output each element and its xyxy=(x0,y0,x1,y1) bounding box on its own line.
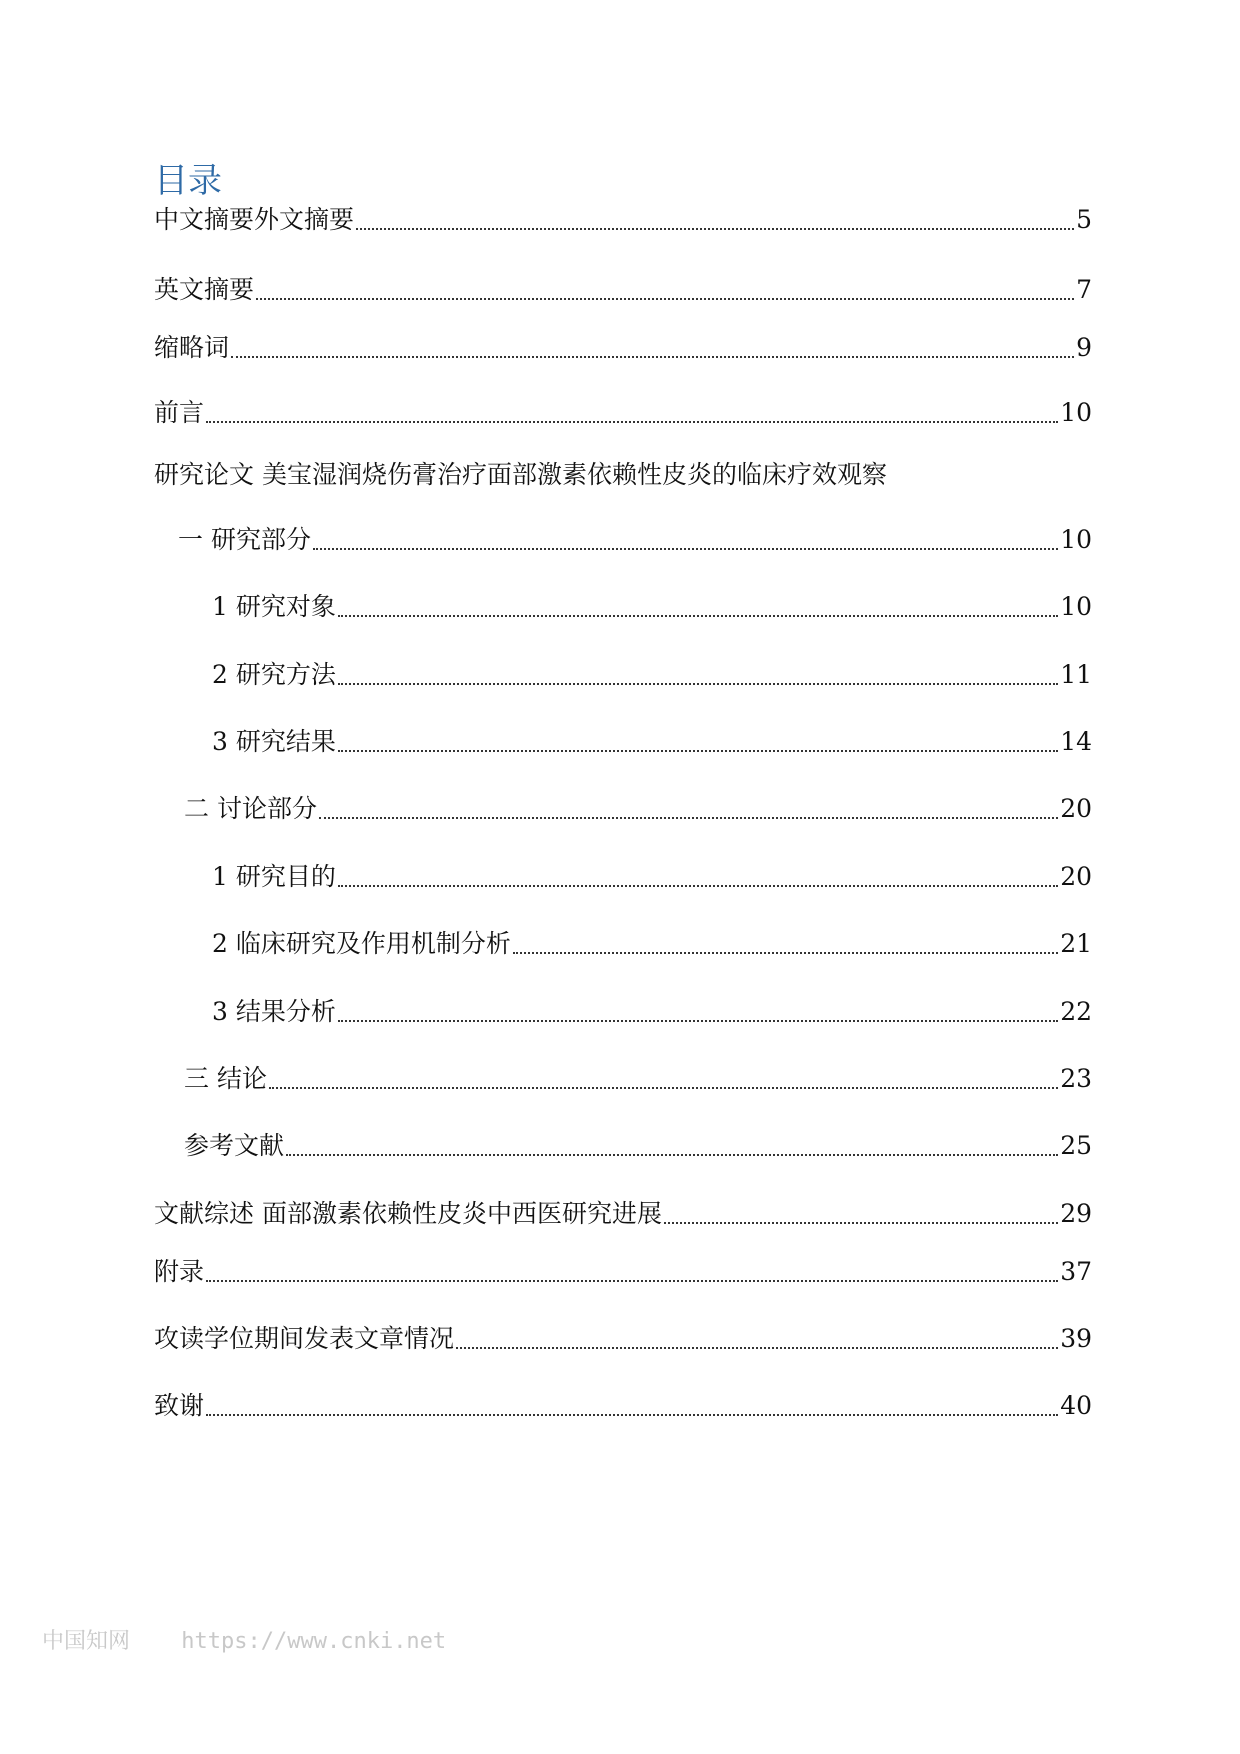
toc-entry-discussion-part[interactable] xyxy=(184,789,1092,829)
dot-leader xyxy=(319,817,1058,819)
watermark-site-name: 中国知网 xyxy=(42,1629,131,1654)
toc-entry-page: 11 xyxy=(1060,660,1092,689)
dot-leader xyxy=(231,356,1074,358)
toc-entry-conclusion[interactable] xyxy=(184,1059,1092,1099)
toc-entry-label: 二 讨论部分 xyxy=(184,794,317,823)
toc-entry-label: 缩略词 xyxy=(154,333,230,362)
toc-entry-research-paper[interactable] xyxy=(154,455,887,495)
toc-entry-abbreviations[interactable] xyxy=(154,328,1092,368)
toc-entry-label: 英文摘要 xyxy=(154,275,255,304)
toc-entry-page: 29 xyxy=(1060,1199,1092,1228)
toc-entry-label: 参考文献 xyxy=(184,1131,285,1160)
toc-entry-label: 研究论文 美宝湿润烧伤膏治疗面部激素依赖性皮炎的临床疗效观察 xyxy=(154,460,887,489)
dot-leader xyxy=(269,1087,1058,1089)
toc-entry-label: 一 研究部分 xyxy=(178,525,311,554)
dot-leader xyxy=(664,1222,1058,1224)
toc-entry-publications[interactable] xyxy=(154,1319,1092,1359)
toc-entry-preface[interactable] xyxy=(154,393,1092,433)
toc-entry-page: 40 xyxy=(1060,1391,1092,1420)
toc-entry-page: 5 xyxy=(1076,205,1092,234)
toc-entry-page: 10 xyxy=(1060,525,1092,554)
toc-entry-page: 9 xyxy=(1076,333,1092,362)
toc-entry-page: 37 xyxy=(1060,1257,1092,1286)
dot-leader xyxy=(338,1020,1058,1022)
dot-leader xyxy=(206,1280,1058,1282)
toc-entry-page: 22 xyxy=(1060,997,1092,1026)
toc-entry-page: 21 xyxy=(1060,929,1092,958)
toc-entry-clinical-analysis[interactable] xyxy=(212,924,1092,964)
toc-entry-chinese-abstract[interactable] xyxy=(154,200,1092,240)
dot-leader xyxy=(456,1347,1058,1349)
toc-entry-label: 3 研究结果 xyxy=(212,727,336,756)
toc-entry-label: 致谢 xyxy=(154,1391,205,1420)
dot-leader xyxy=(356,228,1074,230)
toc-entry-research-purpose[interactable] xyxy=(212,857,1092,897)
dot-leader xyxy=(256,298,1074,300)
toc-entry-page: 25 xyxy=(1060,1131,1092,1160)
dot-leader xyxy=(286,1154,1058,1156)
toc-entry-label: 前言 xyxy=(154,398,205,427)
toc-entry-label: 攻读学位期间发表文章情况 xyxy=(154,1324,455,1353)
toc-entry-label: 中文摘要外文摘要 xyxy=(154,205,355,234)
toc-entry-page: 7 xyxy=(1076,275,1092,304)
toc-entry-page: 20 xyxy=(1060,862,1092,891)
dot-leader xyxy=(206,421,1058,423)
toc-entry-page: 20 xyxy=(1060,794,1092,823)
dot-leader xyxy=(513,952,1058,954)
toc-entry-label: 1 研究目的 xyxy=(212,862,336,891)
toc-entry-label: 2 研究方法 xyxy=(212,660,336,689)
toc-entry-label: 2 临床研究及作用机制分析 xyxy=(212,929,511,958)
toc-entry-acknowledgements[interactable] xyxy=(154,1386,1092,1426)
watermark-url: https://www.cnki.net xyxy=(181,1629,447,1654)
toc-entry-page: 10 xyxy=(1060,592,1092,621)
toc-entry-label: 文献综述 面部激素依赖性皮炎中西医研究进展 xyxy=(154,1199,662,1228)
dot-leader xyxy=(338,885,1058,887)
toc-entry-label: 三 结论 xyxy=(184,1064,267,1093)
toc-entry-research-results[interactable] xyxy=(212,722,1092,762)
dot-leader xyxy=(338,683,1058,685)
toc-title: 目录 xyxy=(154,161,222,201)
toc-entry-research-part[interactable] xyxy=(178,520,1092,560)
toc-entry-references[interactable] xyxy=(184,1126,1092,1166)
toc-entry-page: 10 xyxy=(1060,398,1092,427)
toc-entry-page: 23 xyxy=(1060,1064,1092,1093)
dot-leader xyxy=(338,750,1058,752)
footer-watermark xyxy=(42,1624,446,1655)
toc-entry-label: 3 结果分析 xyxy=(212,997,336,1026)
toc-entry-page: 39 xyxy=(1060,1324,1092,1353)
toc-entry-research-subjects[interactable] xyxy=(212,587,1092,627)
toc-entry-label: 附录 xyxy=(154,1257,205,1286)
toc-entry-page: 14 xyxy=(1060,727,1092,756)
toc-entry-english-abstract[interactable] xyxy=(154,270,1092,310)
toc-entry-appendix[interactable] xyxy=(154,1252,1092,1292)
toc-entry-literature-review[interactable] xyxy=(154,1194,1092,1234)
toc-entry-label: 1 研究对象 xyxy=(212,592,336,621)
dot-leader xyxy=(313,548,1058,550)
toc-entry-result-analysis[interactable] xyxy=(212,992,1092,1032)
toc-entry-research-methods[interactable] xyxy=(212,655,1092,695)
dot-leader xyxy=(206,1414,1058,1416)
dot-leader xyxy=(338,615,1058,617)
